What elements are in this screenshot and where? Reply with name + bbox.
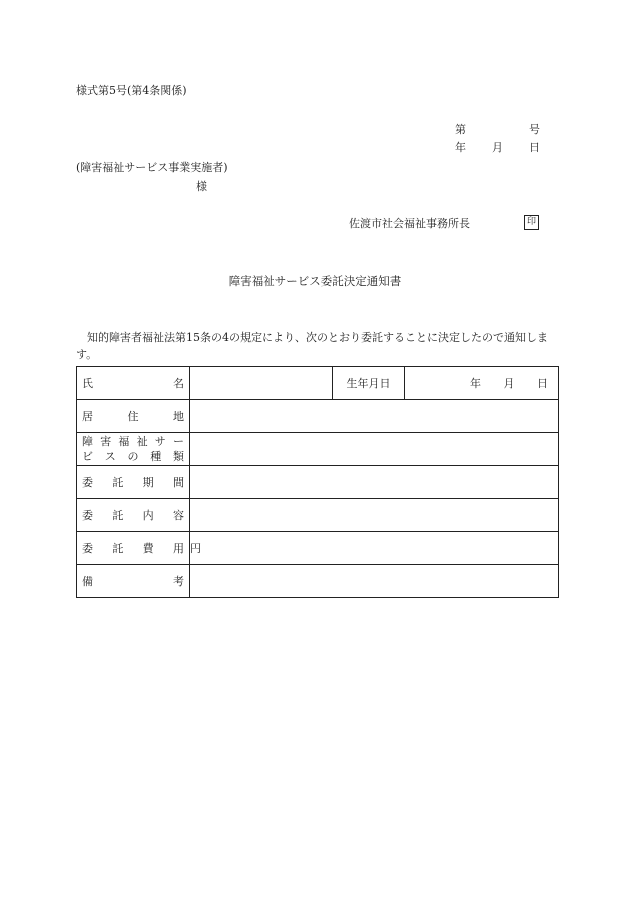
issue-date-day: 日: [529, 141, 540, 154]
service-type-char: ス: [104, 450, 116, 463]
seal-mark: 印: [524, 215, 539, 230]
cost-value-cell: [190, 532, 559, 565]
table-row-name: [77, 367, 559, 400]
issue-date-line: [455, 141, 540, 155]
address-value-cell: [190, 400, 559, 433]
birth-date-label: 生年月日: [333, 367, 405, 400]
remarks-label-char: 備: [82, 575, 93, 588]
service-type-value-cell: [190, 433, 559, 466]
table-row-address: [77, 400, 559, 433]
doc-number-suffix: 号: [529, 123, 540, 136]
cost-label: [77, 532, 190, 565]
period-label-char: 託: [112, 476, 124, 489]
service-type-char: ー: [172, 435, 184, 448]
name-value-cell: [190, 367, 333, 400]
cost-label-char: 託: [112, 542, 124, 555]
content-value-cell: [190, 499, 559, 532]
issuer: 佐渡市社会福祉事務所長: [349, 217, 470, 230]
address-label-char: 住: [127, 410, 139, 423]
cost-label-char: 費: [142, 542, 154, 555]
address-label-char: 居: [82, 410, 93, 423]
birth-date-month: 月: [503, 377, 515, 390]
service-type-char: 害: [100, 435, 112, 448]
table-row-period: [77, 466, 559, 499]
address-label-char: 地: [173, 410, 184, 423]
period-label: [77, 466, 190, 499]
service-type-char: 祉: [136, 435, 148, 448]
cost-unit: 円: [190, 542, 201, 555]
notice-table: [76, 366, 559, 598]
doc-number-prefix: 第: [455, 123, 466, 136]
table-row-content: [77, 499, 559, 532]
period-value-cell: [190, 466, 559, 499]
remarks-value-cell: [190, 565, 559, 598]
birth-date-year: 年: [470, 377, 481, 390]
honorific: 様: [196, 180, 207, 193]
body-text: 知的障害者福祉法第15条の4の規定により、次のとおり委託することに決定したので通知します。: [76, 331, 548, 361]
content-label: [77, 499, 190, 532]
issue-date-month: 月: [492, 141, 503, 154]
table-row-cost: [77, 532, 559, 565]
period-label-char: 委: [82, 476, 93, 489]
form-number: 様式第5号(第4条関係): [76, 84, 187, 97]
service-type-char: ビ: [82, 450, 93, 463]
service-type-char: サ: [154, 435, 166, 448]
period-label-char: 期: [142, 476, 154, 489]
service-type-label: [77, 433, 190, 466]
name-label-char: 名: [173, 377, 184, 390]
birth-date-value-cell: [405, 367, 559, 400]
address-label: [77, 400, 190, 433]
content-label-char: 託: [112, 509, 124, 522]
name-label-char: 氏: [82, 377, 93, 390]
table-row-remarks: [77, 565, 559, 598]
service-type-char: 種: [150, 450, 162, 463]
document-title: 障害福祉サービス委託決定通知書: [228, 274, 402, 288]
content-label-char: 内: [142, 509, 154, 522]
birth-date-day: 日: [537, 377, 548, 390]
period-label-char: 間: [172, 476, 184, 489]
service-type-char: の: [127, 450, 139, 463]
document-number-line: [455, 123, 540, 137]
remarks-label-char: 考: [173, 575, 184, 588]
recipient: (障害福祉サービス事業実施者): [76, 161, 228, 174]
name-label: [77, 367, 190, 400]
service-type-char: 福: [118, 435, 130, 448]
issue-date-year: 年: [455, 141, 466, 154]
cost-label-char: 委: [82, 542, 93, 555]
service-type-char: 障: [82, 435, 93, 448]
content-label-char: 容: [172, 509, 184, 522]
table-row-service-type: [77, 433, 559, 466]
remarks-label: [77, 565, 190, 598]
service-type-char: 類: [173, 450, 184, 463]
cost-label-char: 用: [172, 542, 184, 555]
content-label-char: 委: [82, 509, 93, 522]
